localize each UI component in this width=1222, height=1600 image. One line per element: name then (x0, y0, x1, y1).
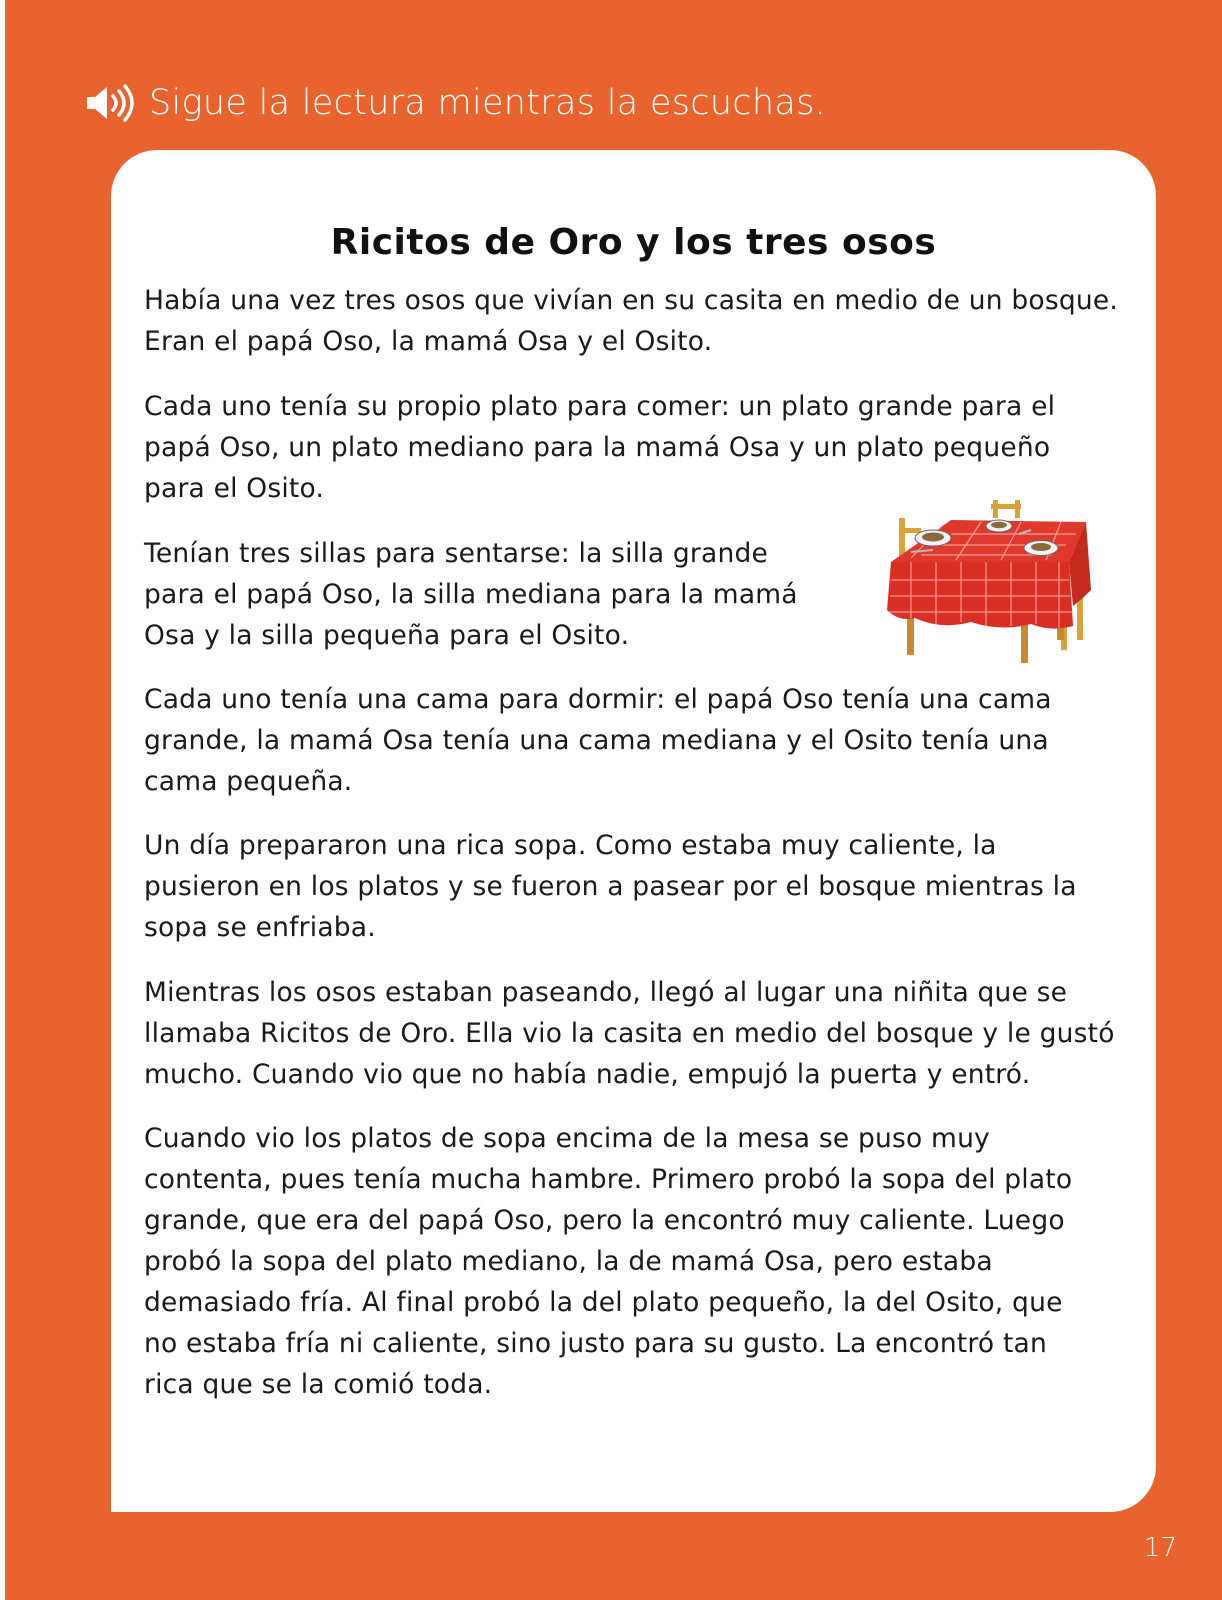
story-paragraph: Mientras los osos estaban paseando, llegó al lugar una niñita que se llamaba Ricitos de Oro. Ella vio la casita en medio del bosque y le gustó mucho. Cuando vio que no había nadie, empujó la puerta y entró. (144, 977, 1115, 1090)
story-paragraph: Había una vez tres osos que vivían en su casita en medio de un bosque. Eran el papá Oso, la mamá Osa y el Osito. (144, 285, 1118, 357)
story-paragraph: Cada uno tenía una cama para dormir: el papá Oso tenía una cama grande, la mamá Osa tenía una cama mediana y el Osito tenía una cama pequeña. (144, 684, 1052, 797)
story-paragraph: Un día prepararon una rica sopa. Como estaba muy caliente, la pusieron en los platos y se fueron a pasear por el bosque mientras la sopa se enfriaba. (144, 830, 1077, 943)
story-paragraph: Cuando vio los platos de sopa encima de la mesa se puso muy contenta, pues tenía mucha hambre. Primero probó la sopa del plato grande, que era del papá Oso, pero la encontró muy caliente. Luego probó la sopa del plato mediano, la de mamá Osa, pero estaba demasiado fría. Al final probó la del plato pequeño, la del Osito, que no estaba fría ni caliente, sino justo para su gusto. La encontró tan rica que se la comió toda. (144, 1123, 1073, 1400)
story-paragraph: Tenían tres sillas para sentarse: la silla grande para el papá Oso, la silla mediana para la mamá Osa y la silla pequeña para el Osito. (144, 538, 798, 651)
story-title: Ricitos de Oro y los tres osos (330, 222, 937, 264)
page-number: 17 (1143, 1533, 1177, 1563)
story-paragraph: Cada uno tenía su propio plato para comer: un plato grande para el papá Oso, un plato mediano para la mamá Osa y un plato pequeño para el Osito. (144, 391, 1056, 504)
instruction-text: Sigue la lectura mientras la escuchas. (149, 83, 827, 123)
speaker-icon[interactable] (85, 83, 139, 123)
table-with-three-bowls-illustration (881, 500, 1101, 670)
reading-card (111, 150, 1156, 1512)
audio-instruction[interactable] (85, 78, 826, 128)
page-background (5, 0, 1222, 1600)
